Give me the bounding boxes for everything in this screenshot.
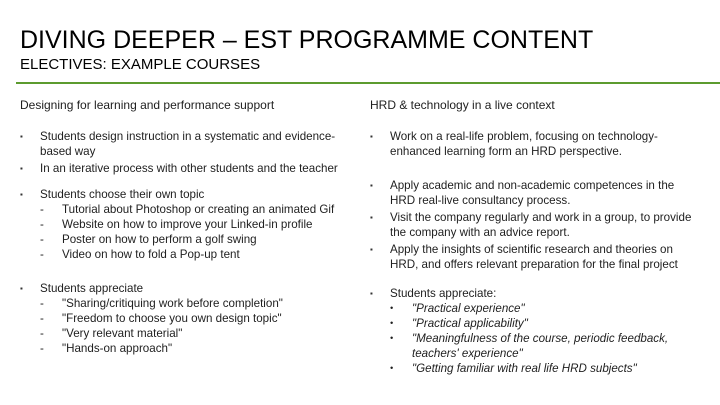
dash-bullet-icon: - [40,248,44,261]
list-item [370,129,700,159]
left-column [20,98,340,356]
sub-item-text: "Getting familiar with real life HRD subjects" [412,362,637,375]
sub-item-text: "Very relevant material" [62,327,183,340]
square-bullet-icon: ▪ [20,284,23,293]
sub-list-item [20,296,340,311]
list-item [20,161,340,176]
list-item-text: Students design instruction in a systematic and evidence-based way [40,130,336,158]
dash-bullet-icon: - [40,233,44,246]
dash-bullet-icon: - [40,203,44,216]
sub-list-item [20,202,340,217]
square-bullet-icon: ▪ [370,289,373,298]
sub-item-text: "Meaningfulness of the course, periodic feedback, teachers' experience" [412,332,669,360]
sub-list-item [20,247,340,262]
dash-bullet-icon: - [40,218,44,231]
small-bullet-icon: • [390,333,394,343]
list-item-text: Students appreciate: [390,287,497,300]
square-bullet-icon: ▪ [20,164,23,173]
list-item-text: Students appreciate [40,282,144,295]
small-bullet-icon: • [390,318,394,328]
square-bullet-icon: ▪ [20,190,23,199]
sub-item-text: "Practical applicability" [412,317,528,330]
square-bullet-icon: ▪ [370,132,373,141]
list-item-text: Visit the company regularly and work in a group, to provide the company with an advice report. [390,211,692,239]
list-item [20,281,340,296]
small-bullet-icon: • [390,303,394,313]
title-divider [16,82,720,84]
list-item [370,178,700,208]
right-column [370,98,700,376]
left-column-heading: Designing for learning and performance support [20,98,275,112]
sub-item-text: "Hands-on approach" [62,342,173,355]
square-bullet-icon: ▪ [370,245,373,254]
square-bullet-icon: ▪ [370,181,373,190]
sub-list-item [20,232,340,247]
sub-list-item [20,217,340,232]
list-item [370,210,700,240]
sub-item-text: Video on how to fold a Pop-up tent [62,248,240,261]
dash-bullet-icon: - [40,327,44,340]
sub-list-item [20,311,340,326]
list-item-text: Students choose their own topic [40,188,205,201]
sub-item-text: "Practical experience" [412,302,525,315]
sub-list-item [20,341,340,356]
dash-bullet-icon: - [40,312,44,325]
list-item [20,187,340,202]
list-item [20,129,340,159]
list-item [370,242,700,272]
list-item-text: Apply the insights of scientific research and theories on HRD, and offers relevant preparation for the final project [390,243,678,271]
sub-list-item [370,316,700,331]
right-column-heading: HRD & technology in a live context [370,98,555,112]
dash-bullet-icon: - [40,297,44,310]
square-bullet-icon: ▪ [20,132,23,141]
sub-item-text: Tutorial about Photoshop or creating an animated Gif [62,203,335,216]
sub-list-item [20,326,340,341]
sub-item-text: "Sharing/critiquing work before completion" [62,297,283,310]
sub-item-text: "Freedom to choose you own design topic" [62,312,282,325]
list-item-text: Apply academic and non-academic competences in the HRD real-live consultancy process. [390,179,675,207]
sub-list-item [370,361,700,376]
dash-bullet-icon: - [40,342,44,355]
list-item-text: Work on a real-life problem, focusing on technology-enhanced learning form an HRD perspective. [390,130,658,158]
sub-item-text: Poster on how to perform a golf swing [62,233,257,246]
sub-item-text: Website on how to improve your Linked-in profile [62,218,313,231]
list-item [370,286,700,301]
square-bullet-icon: ▪ [370,213,373,222]
slide-subtitle: ELECTIVES: EXAMPLE COURSES [20,56,261,73]
small-bullet-icon: • [390,363,394,373]
list-item-text: In an iterative process with other students and the teacher [40,162,338,175]
slide-title: DIVING DEEPER – EST PROGRAMME CONTENT [20,26,594,54]
sub-list-item [370,331,700,361]
sub-list-item [370,301,700,316]
